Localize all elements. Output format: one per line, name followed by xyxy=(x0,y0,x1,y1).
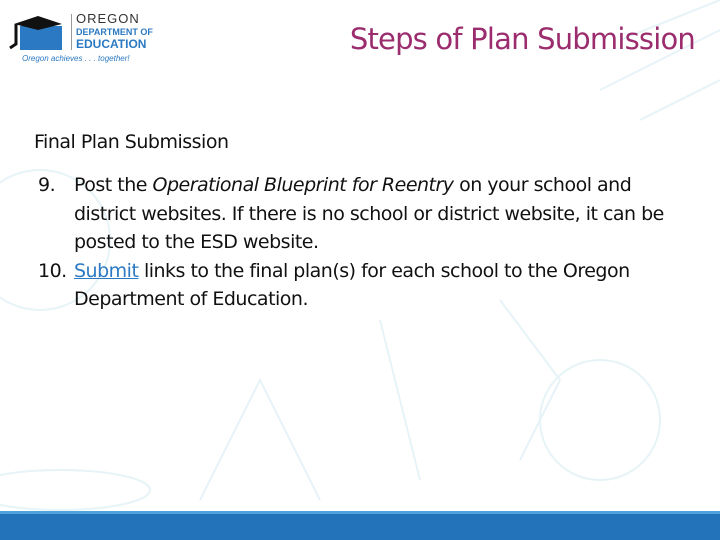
submit-link[interactable]: Submit xyxy=(74,259,139,282)
logo-divider xyxy=(71,14,72,50)
list-item xyxy=(38,171,698,257)
item-text: links to the final plan(s) for each school to the Oregon Department of Education. xyxy=(74,259,630,310)
logo-education: EDUCATION xyxy=(76,37,147,51)
list-item xyxy=(38,257,698,314)
oregon-department-of-education-logo xyxy=(8,11,153,68)
footer-bar xyxy=(0,511,720,540)
item-number: 9. xyxy=(38,174,56,196)
steps-list xyxy=(38,171,698,314)
item-text: on your school and district websites. If there is no school or district website, it can be posted to the ESD website. xyxy=(74,174,664,253)
slide-title: Steps of Plan Submission xyxy=(349,22,695,56)
logo-tagline: Oregon achieves . . . together! xyxy=(22,54,130,63)
logo-oregon: OREGON xyxy=(76,11,140,26)
item-number: 10. xyxy=(38,259,67,282)
item-text: Post the xyxy=(74,174,153,196)
section-heading: Final Plan Submission xyxy=(34,131,229,153)
oregon-graduation-cap-icon xyxy=(8,14,68,54)
logo-department: DEPARTMENT OF xyxy=(76,27,153,37)
document-name: Operational Blueprint for Reentry xyxy=(152,174,454,196)
